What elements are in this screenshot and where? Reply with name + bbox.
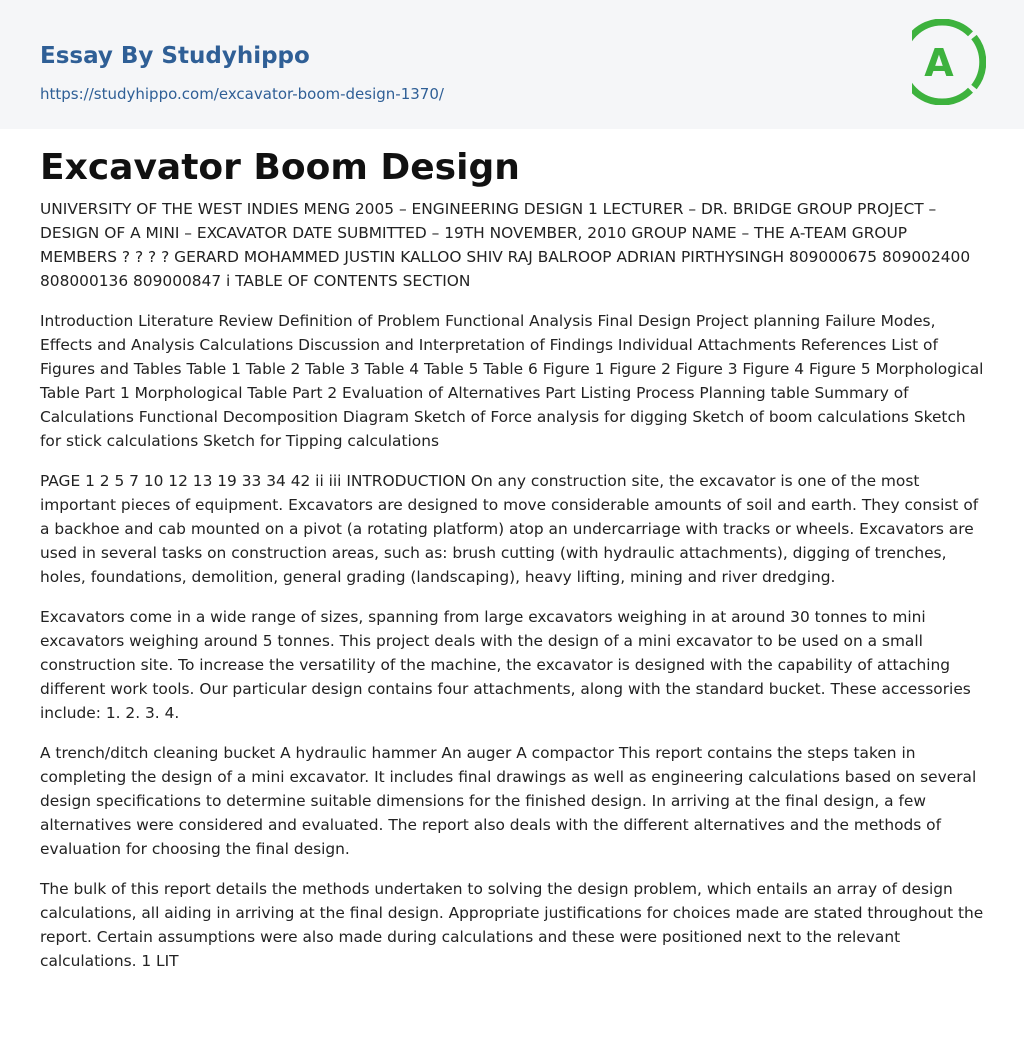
brand-title[interactable]: Essay By Studyhippo bbox=[40, 43, 310, 69]
paragraph: Excavators come in a wide range of sizes, spanning from large excavators weighing in at around 30 tonnes to mini excavators weighing around 5 tonnes. This project deals with the design of a mini excavator to be used on a small construction site. To increase the versatility of the machine, the excavator is designed with the capability of attaching different work tools. Our particular design contains four attachments, along with the standard bucket. These accessories include: 1. 2. 3. 4. bbox=[40, 608, 971, 722]
paragraph: UNIVERSITY OF THE WEST INDIES MENG 2005 – ENGINEERING DESIGN 1 LECTURER – DR. BRIDGE GROUP PROJECT – DESIGN OF A MINI – EXCAVATOR DATE SUBMITTED – 19TH NOVEMBER, 2010 GROUP NAME – THE A-TEAM GROUP MEMBERS ? ? ? ? GERARD MOHAMMED JUSTIN KALLOO SHIV RAJ BALROOP ADRIAN PIRTHYSINGH 809000675 809002400 808000136 809000847 i TABLE OF CONTENTS SECTION bbox=[40, 200, 971, 290]
paragraph: A trench/ditch cleaning bucket A hydraulic hammer An auger A compactor This report contains the steps taken in completing the design of a mini excavator. It includes final drawings as well as engineering calculations based on several design specifications to determine suitable dimensions for the finished design. In arriving at the final design, a few alternatives were considered and evaluated. The report also deals with the different alternatives and the methods of evaluation for choosing the final design. bbox=[40, 744, 977, 858]
paragraph: PAGE 1 2 5 7 10 12 13 19 33 34 42 ii iii INTRODUCTION On any construction site, the excavator is one of the most important pieces of equipment. Excavators are designed to move considerable amounts of soil and earth. They consist of a backhoe and cab mounted on a pivot (a rotating platform) atop an undercarriage with tracks or wheels. Excavators are used in several tasks on construction areas, such as: brush cutting (with hydraulic attachments), digging of trenches, holes, foundations, demolition, general grading (landscaping), heavy lifting, mining and river dredging. bbox=[40, 472, 979, 586]
studyhippo-logo-icon[interactable] bbox=[912, 19, 986, 105]
logo-letter: A bbox=[924, 41, 954, 85]
site-header bbox=[0, 0, 1024, 129]
article bbox=[0, 145, 1024, 973]
page-title: Excavator Boom Design bbox=[40, 147, 520, 188]
paragraph: Introduction Literature Review Definition of Problem Functional Analysis Final Design Project planning Failure Modes, Effects and Analysis Calculations Discussion and Interpretation of Findings Individual Attachments References List of Figures and Tables Table 1 Table 2 Table 3 Table 4 Table 5 Table 6 Figure 1 Figure 2 Figure 3 Figure 4 Figure 5 Morphological Table Part 1 Morphological Table Part 2 Evaluation of Alternatives Part Listing Process Planning table Summary of Calculations Functional Decomposition Diagram Sketch of Force analysis for digging Sketch of boom calculations Sketch for stick calculations Sketch for Tipping calculations bbox=[40, 312, 984, 450]
paragraph: The bulk of this report details the methods undertaken to solving the design problem, which entails an array of design calculations, all aiding in arriving at the final design. Appropriate justifications for choices made are stated throughout the report. Certain assumptions were also made during calculations and these were positioned next to the relevant calculations. 1 LIT bbox=[40, 880, 984, 970]
source-url-link[interactable]: https://studyhippo.com/excavator-boom-design-1370/ bbox=[40, 85, 444, 103]
